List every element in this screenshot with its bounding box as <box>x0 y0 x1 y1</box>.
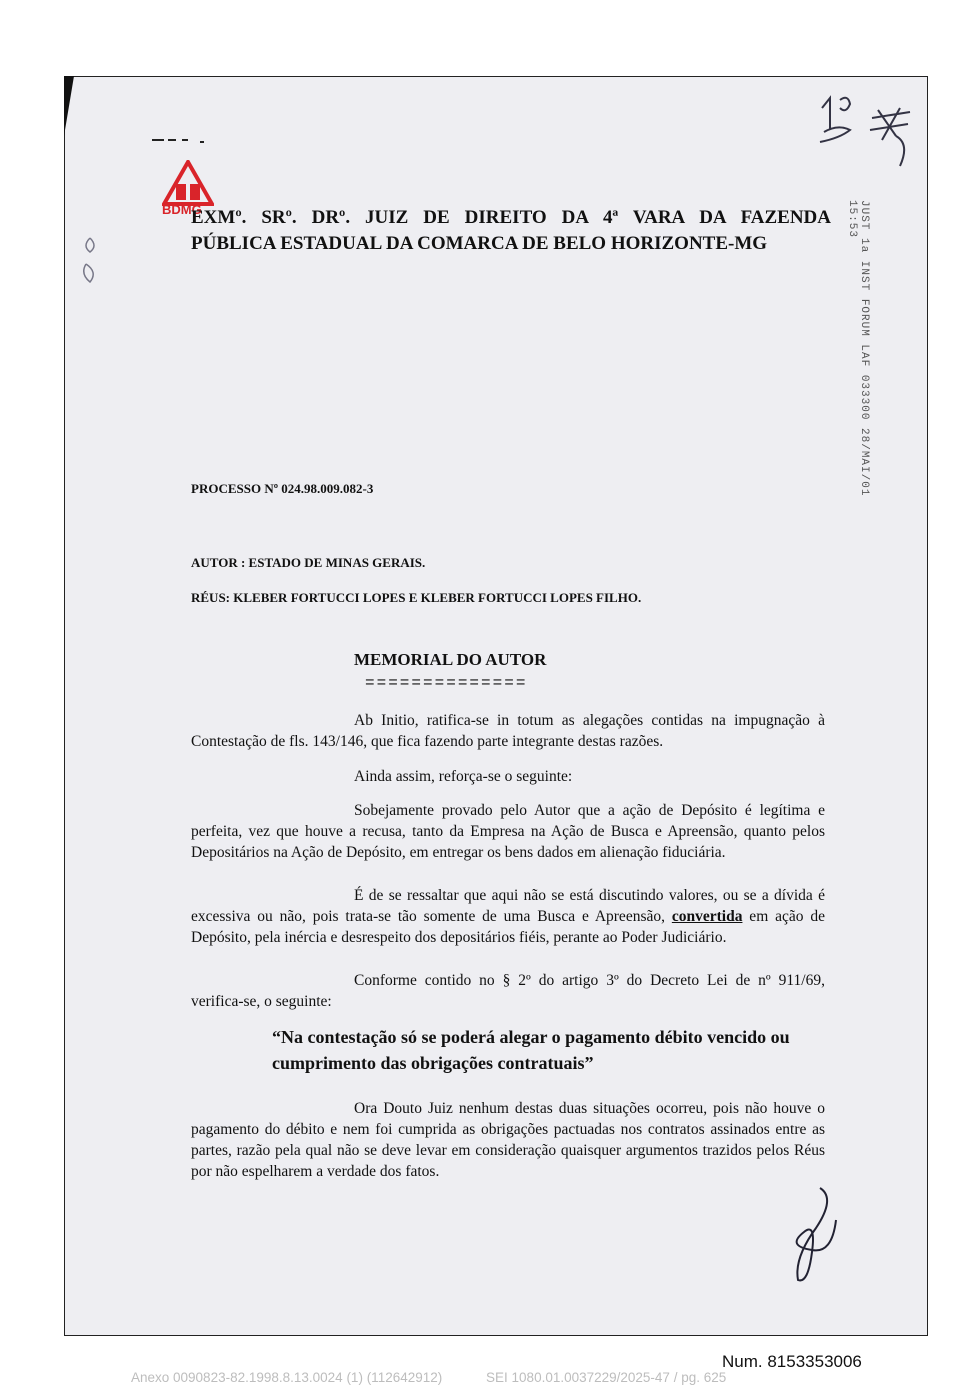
footer-reference <box>131 1370 831 1385</box>
document-title: MEMORIAL DO AUTOR <box>354 650 547 669</box>
header-line-1: EXMº. SRº. DRº. JUIZ DE DIREITO DA 4ª VARA DA FAZENDA <box>191 207 831 228</box>
handwritten-margin-mark <box>80 230 110 290</box>
header-line-2: PÚBLICA ESTADUAL DA COMARCA DE BELO HORIZONTE-MG <box>191 233 768 254</box>
bdmg-logo-icon <box>162 160 214 206</box>
logo-text: BDMG <box>162 202 202 217</box>
paragraph-2: Ainda assim, reforça-se o seguinte: <box>354 768 573 785</box>
document-number: Num. 8153353006 <box>722 1352 862 1371</box>
legal-quote: “Na contestação só se poderá alegar o pagamento débito vencido ou cumprimento das obrigações contratuais” <box>272 1027 790 1073</box>
addressee-header <box>191 205 831 257</box>
signature <box>780 1180 850 1290</box>
paragraph-1: Ab Initio, ratifica-se in totum as alegações contidas na impugnação à Contestação de fls. 143/146, que fica fazendo parte integrante destas razões. <box>191 712 825 750</box>
handwritten-page-number <box>800 90 930 180</box>
process-number: PROCESSO Nº 024.98.009.082-3 <box>191 481 374 496</box>
paragraph-5: Conforme contido no § 2º do artigo 3º do Decreto Lei de nº 911/69, verifica-se, o seguinte: <box>191 972 825 1010</box>
author-line: AUTOR : ESTADO DE MINAS GERAIS. <box>191 555 426 570</box>
footer-anexo: Anexo 0090823-82.1998.8.13.0024 (1) (112642912) <box>131 1370 443 1385</box>
paragraph-6: Ora Douto Juiz nenhum destas duas situações ocorreu, pois não houve o pagamento do débito e nem foi cumprida as obrigações pactuadas nos contratos assinados entre as partes, razão pela qual não se deve levar em consideração quaisquer argumentos trazidos pelos Réus por não espelharem a verdade dos fatos. <box>191 1100 825 1180</box>
paragraph-4-part-a: É de se ressaltar que aqui não se está discutindo valores, ou se a dívida é excessiva ou não, pois trata-se tão somente de uma Busca e Apreensão, <box>191 887 825 925</box>
footer-sei: SEI 1080.01.0037229/2025-47 / pg. 625 <box>486 1370 727 1385</box>
paragraph-4-part-b: em ação de Depósito, pela inércia e desrespeito dos depositários fiéis, perante ao Poder Judiciário. <box>191 908 825 946</box>
protocol-stamp: JUST 1a INST FORUM LAF 033300 28/MAI/01 15:53 <box>846 200 870 497</box>
scan-smudge <box>150 134 210 150</box>
paragraph-4 <box>191 885 825 948</box>
defendants-line: RÉUS: KLEBER FORTUCCI LOPES E KLEBER FORTUCCI LOPES FILHO. <box>191 590 642 605</box>
paragraph-3: Sobejamente provado pelo Autor que a ação de Depósito é legítima e perfeita, vez que houve a recusa, tanto da Empresa na Ação de Busca e Apreensão, quanto pelos Depositários na Ação de Depósito, em entregar os bens dados em alienação fiduciária. <box>191 802 825 861</box>
title-underline-rule: ============== <box>365 674 528 692</box>
paragraph-4-underlined: convertida <box>671 908 743 925</box>
